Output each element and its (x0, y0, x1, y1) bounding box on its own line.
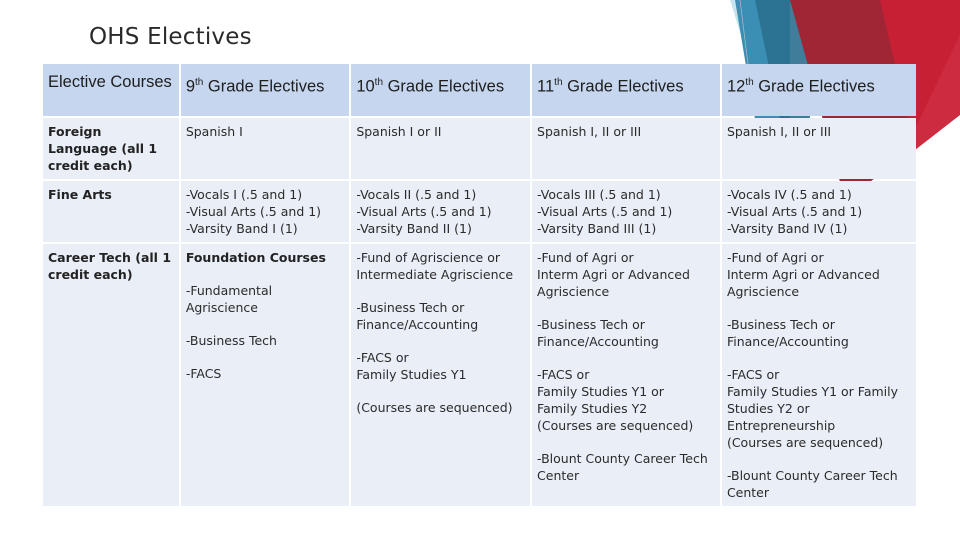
page-title: OHS Electives (89, 24, 252, 50)
career-11-item-2: -Business Tech or Finance/Accounting (537, 317, 659, 349)
cell-foreign-9: Spanish I (181, 118, 350, 179)
career-9-item-1: -Fundamental Agriscience (185, 283, 273, 315)
electives-table (41, 62, 918, 508)
header-12-num: 12 (726, 77, 746, 96)
header-10-rest: Grade Electives (383, 77, 505, 96)
career-12-item-1: -Fund of Agri or Interm Agri or Advanced Agriscience (726, 250, 880, 299)
foreign-language-label: Foreign Language (all 1 credit each) (48, 124, 158, 173)
header-elective-courses: Elective Courses (43, 64, 179, 116)
header-11th-grade (532, 64, 720, 116)
table-header-row (43, 64, 916, 116)
table-row-fine-arts (43, 181, 916, 242)
career-11-item-4: -Blount County Career Tech Center (537, 451, 708, 483)
row-label-fine-arts (43, 181, 179, 242)
header-11-num: 11 (537, 77, 555, 96)
header-12-rest: Grade Electives (753, 77, 875, 96)
career-tech-label: Career Tech (all 1 credit each) (48, 250, 172, 282)
career-10-item-2: -Business Tech or Finance/Accounting (356, 300, 479, 332)
fine-12-text: -Vocals IV (.5 and 1) -Visual Arts (.5 and 1) -Varsity Band IV (1) (726, 187, 863, 236)
table-row-foreign-language (43, 118, 916, 179)
cell-career-12 (722, 244, 916, 506)
header-10-num: 10 (356, 77, 375, 96)
career-9-item-2: -Business Tech (185, 333, 277, 348)
header-12-sup: th (745, 77, 754, 88)
cell-fine-12 (722, 181, 916, 242)
header-10-sup: th (374, 77, 384, 88)
fine-arts-label: Fine Arts (48, 187, 112, 202)
cell-career-10 (351, 244, 530, 506)
career-11-item-3: -FACS or Family Studies Y1 or Family Studies Y2 (Courses are sequenced) (537, 367, 694, 433)
header-9th-grade (181, 64, 350, 116)
career-11-item-1: -Fund of Agri or Interm Agri or Advanced Agriscience (537, 250, 690, 299)
career-10-item-4: (Courses are sequenced) (356, 400, 513, 415)
career-10-item-1: -Fund of Agriscience or Intermediate Agriscience (356, 250, 514, 282)
career-9-item-3: -FACS (185, 366, 222, 381)
header-11-sup: th (554, 77, 563, 88)
fine-9-text: -Vocals I (.5 and 1) -Visual Arts (.5 and 1) -Varsity Band I (1) (185, 187, 322, 236)
header-9-sup: th (195, 77, 204, 88)
cell-foreign-12: Spanish I, II or III (722, 118, 916, 179)
cell-foreign-11: Spanish I, II or III (532, 118, 720, 179)
header-9-num: 9 (185, 77, 195, 96)
career-12-item-4: -Blount County Career Tech Center (726, 468, 898, 500)
foundation-courses-heading: Foundation Courses (185, 250, 326, 265)
cell-fine-9 (181, 181, 350, 242)
header-12th-grade (722, 64, 916, 116)
career-12-item-2: -Business Tech or Finance/Accounting (726, 317, 849, 349)
cell-career-9 (181, 244, 350, 506)
table-row-career-tech (43, 244, 916, 506)
career-12-item-3: -FACS or Family Studies Y1 or Family Studies Y2 or Entrepreneurship (Courses are sequenced) (726, 367, 899, 450)
header-11-rest: Grade Electives (562, 77, 684, 96)
header-9-rest: Grade Electives (203, 77, 325, 96)
row-label-career-tech (43, 244, 179, 506)
row-label-foreign-language (43, 118, 179, 179)
header-10th-grade (351, 64, 530, 116)
fine-10-text: -Vocals II (.5 and 1) -Visual Arts (.5 and 1) -Varsity Band II (1) (356, 187, 492, 236)
cell-fine-11 (532, 181, 720, 242)
cell-fine-10 (351, 181, 530, 242)
cell-career-11 (532, 244, 720, 506)
fine-11-text: -Vocals III (.5 and 1) -Visual Arts (.5 and 1) -Varsity Band III (1) (537, 187, 673, 236)
cell-foreign-10: Spanish I or II (351, 118, 530, 179)
career-10-item-3: -FACS or Family Studies Y1 (356, 350, 467, 382)
